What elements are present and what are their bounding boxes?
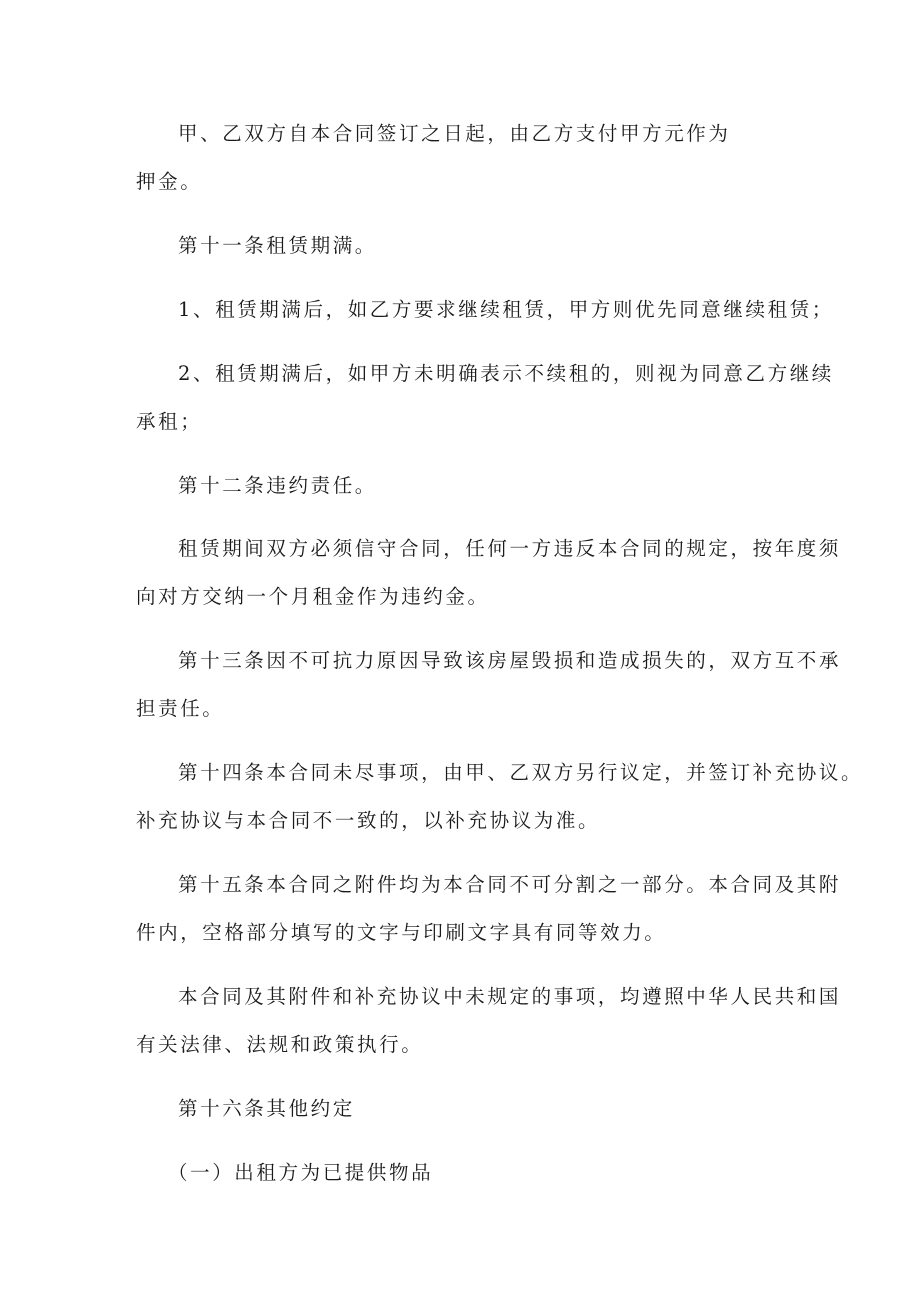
article-heading: 第十二条违约责任。 [178, 474, 377, 497]
list-item-line: （一）出租方为已提供物品 [168, 1161, 434, 1184]
paragraph-line: 第十三条因不可抗力原因导致该房屋毁损和造成损失的，双方互不承 [178, 649, 842, 672]
list-item-line: 2、租赁期满后，如甲方未明确表示不续租的，则视为同意乙方继续 [178, 362, 834, 385]
list-item-line: 1、租赁期满后，如乙方要求继续租赁，甲方则优先同意继续租赁； [178, 298, 834, 321]
list-item-line: 承租； [136, 410, 203, 433]
paragraph-line: 担责任。 [136, 697, 225, 720]
paragraph-line: 有关法律、法规和政策执行。 [136, 1033, 424, 1056]
paragraph-line: 甲、乙双方自本合同签订之日起，由乙方支付甲方元作为 [178, 122, 731, 145]
paragraph-line: 押金。 [136, 170, 203, 193]
paragraph-line: 向对方交纳一个月租金作为违约金。 [136, 585, 490, 608]
article-heading: 第十六条其他约定 [178, 1097, 355, 1120]
paragraph-line: 本合同及其附件和补充协议中未规定的事项，均遵照中华人民共和国 [178, 985, 842, 1008]
paragraph-line: 补充协议与本合同不一致的，以补充协议为准。 [136, 809, 601, 832]
paragraph-line: 第十五条本合同之附件均为本合同不可分割之一部分。本合同及其附 [178, 873, 842, 896]
paragraph-line: 件内，空格部分填写的文字与印刷文字具有同等效力。 [136, 921, 667, 944]
paragraph-line: 第十四条本合同未尽事项，由甲、乙双方另行议定，并签订补充协议。 [178, 761, 864, 784]
paragraph-line: 租赁期间双方必须信守合同，任何一方违反本合同的规定，按年度须 [178, 537, 842, 560]
article-heading: 第十一条租赁期满。 [178, 234, 377, 257]
